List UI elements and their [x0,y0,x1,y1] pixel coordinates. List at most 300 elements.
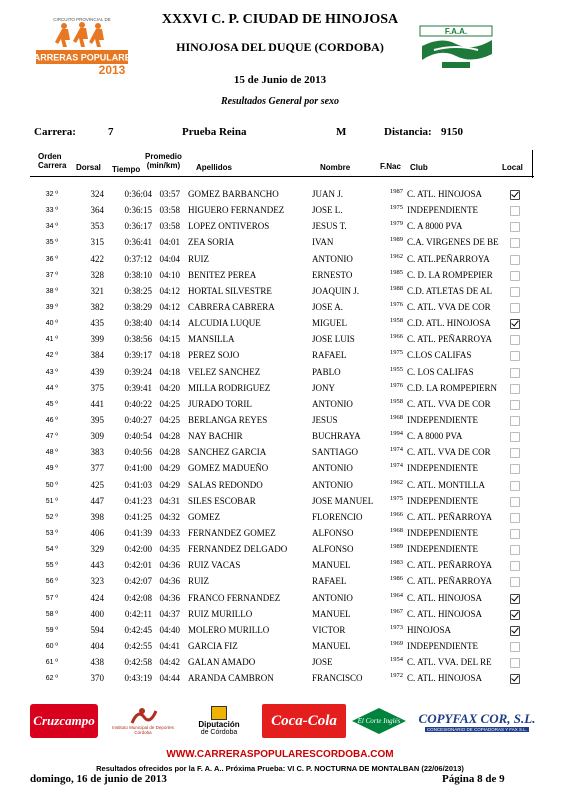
pace-cell: 04:25 [159,414,180,425]
local-checkbox[interactable] [510,332,520,342]
time-cell: 0:36:04 [124,189,152,199]
pace-cell: 04:10 [159,269,180,280]
club-cell: C. A 8000 PVA [407,221,463,232]
unchecked-icon [510,577,520,587]
local-checkbox[interactable] [510,655,520,665]
club-cell: C.D. ATL. HINOJOSA [407,318,491,329]
name-cell: FRANCISCO [312,673,363,684]
surname-cell: RUIZ VACAS [188,560,241,571]
name-cell: JOSE A. [312,301,344,312]
time-cell: 0:40:54 [124,431,152,442]
birth-year-cell: 1954 [390,656,403,664]
club-cell: C. A 8000 PVA [407,431,463,442]
order-cell: 52 º [45,513,58,521]
birth-year-cell: 1966 [390,333,403,341]
surname-cell: ALCUDIA LUQUE [188,318,261,329]
unchecked-icon [510,513,520,523]
dorsal-cell: 315 [90,237,104,248]
unchecked-icon [510,481,520,491]
footer-note: Resultados ofrecidos por la F. A. A.. Próxima Prueba: VI C. P. NOCTURNA DE MONTALBAN (22/06/2013) [96,764,464,773]
order-cell: 50 º [45,481,58,489]
local-checkbox[interactable] [510,397,520,407]
local-checkbox[interactable] [510,574,520,584]
time-cell: 0:36:15 [124,205,152,216]
birth-year-cell: 1989 [390,236,403,244]
name-cell: JOSE L. [312,205,343,216]
surname-cell: GOMEZ MADUEÑO [188,463,269,474]
time-cell: 0:40:22 [124,398,152,409]
local-checkbox[interactable] [510,623,520,633]
table-row [30,590,534,606]
page-number: Página 8 de 9 [442,773,505,785]
surname-cell: GARCIA FIZ [188,640,238,651]
col-orden: Orden [38,152,62,161]
local-checkbox[interactable] [510,591,520,601]
birth-year-cell: 1994 [390,430,403,438]
order-cell: 44 º [45,384,58,392]
birth-year-cell: 1966 [390,510,403,518]
birth-year-cell: 1975 [390,494,403,502]
name-cell: JONY [312,382,336,393]
surname-cell: SILES ESCOBAR [188,495,256,506]
local-checkbox[interactable] [510,445,520,455]
time-cell: 0:41:39 [124,527,152,538]
table-row [30,299,534,315]
local-checkbox[interactable] [510,203,520,213]
table-row [30,234,534,250]
birth-year-cell: 1985 [390,268,403,276]
pace-cell: 04:28 [159,431,180,442]
distancia-label: Distancia: [384,126,432,138]
pace-cell: 03:58 [159,205,180,216]
birth-year-cell: 1989 [390,543,403,551]
col-nombre: Nombre [320,163,351,172]
order-cell: 55 º [45,562,58,570]
order-cell: 35 º [45,239,58,247]
table-row [30,541,534,557]
surname-cell: ZEA SORIA [188,237,235,248]
name-cell: ANTONIO [312,398,353,409]
name-cell: BUCHRAYA [312,431,361,442]
col-promedio-label: Promedio [145,152,182,161]
order-cell: 49 º [45,465,58,473]
table-row [30,331,534,347]
table-row [30,525,534,541]
surname-cell: FERNANDEZ DELGADO [188,544,288,555]
pace-cell: 04:37 [159,608,180,619]
surname-cell: HIGUERO FERNANDEZ [188,205,285,216]
dorsal-cell: 364 [90,205,104,216]
col-fnac: F.Nac [380,162,401,171]
order-cell: 39 º [45,303,58,311]
sexo-value: M [336,126,347,138]
local-checkbox[interactable] [510,413,520,423]
distancia-value: 9150 [441,126,463,138]
time-cell: 0:36:41 [124,237,152,248]
birth-year-cell: 1962 [390,478,403,486]
club-cell: C.D. ATLETAS DE AL [407,285,493,296]
local-checkbox[interactable] [510,348,520,358]
order-cell: 60 º [45,642,58,650]
surname-cell: BENITEZ PEREA [188,269,257,280]
name-cell: ANTONIO [312,463,353,474]
time-cell: 0:40:27 [124,414,152,425]
club-cell: C. ATL. HINOJOSA [407,189,483,199]
unchecked-icon [510,561,520,571]
surname-cell: PEREZ SOJO [188,350,240,361]
surname-cell: MANSILLA [188,334,235,345]
table-row [30,444,534,460]
club-cell: C. ATL. VVA DE COR [407,301,491,312]
pace-cell: 04:35 [159,544,180,555]
col-local: Local [502,163,523,172]
surname-cell: FERNANDEZ GOMEZ [188,527,276,538]
page-subtitle: HINOJOSA DEL DUQUE (CORDOBA) [176,40,384,54]
pace-cell: 03:58 [159,221,180,232]
table-row [30,283,534,299]
order-cell: 62 º [45,675,58,683]
birth-year-cell: 1975 [390,204,403,212]
col-club: Club [410,163,428,172]
local-checkbox[interactable] [510,187,520,197]
unchecked-icon [510,335,520,345]
dorsal-cell: 406 [90,527,104,538]
name-cell: MANUEL [312,640,351,651]
surname-cell: GALAN AMADO [188,657,256,668]
event-date: 15 de Junio de 2013 [233,74,327,86]
unchecked-icon [510,351,520,361]
col-carrera: Carrera [38,161,67,170]
club-cell: C. ATL. HINOJOSA [407,608,483,619]
carrera-value: 7 [108,126,114,138]
name-cell: MIGUEL [312,318,347,329]
table-row [30,654,534,670]
order-cell: 61 º [45,659,58,667]
club-cell: INDEPENDIENTE [407,544,478,555]
birth-year-cell: 1967 [390,607,403,615]
club-cell: C. ATL. PEÑARROYA [407,560,493,571]
birth-year-cell: 1958 [390,317,403,325]
pace-cell: 04:20 [159,382,180,393]
unchecked-icon [510,368,520,378]
col-apellidos: Apellidos [196,163,233,172]
name-cell: VICTOR [312,624,346,635]
time-cell: 0:36:17 [124,221,152,232]
time-cell: 0:42:58 [124,657,152,668]
table-row [30,380,534,396]
club-cell: C. ATL. VVA DE COR [407,447,491,458]
surname-cell: CABRERA CABRERA [188,301,275,312]
unchecked-icon [510,658,520,668]
dorsal-cell: 443 [90,560,104,571]
surname-cell: FRANCO FERNANDEZ [188,592,281,603]
name-cell: ANTONIO [312,592,353,603]
dorsal-cell: 329 [90,544,104,555]
local-checkbox[interactable] [510,607,520,617]
pace-cell: 03:57 [159,189,180,199]
order-cell: 42 º [45,352,58,360]
imd-logo: Instituto Municipal de Deportes Córdoba [108,704,178,738]
pace-cell: 04:01 [159,237,180,248]
unchecked-icon [510,545,520,555]
col-min-km: (min/km) [146,161,181,170]
table-row [30,622,534,638]
table-row [30,573,534,589]
time-cell: 0:42:01 [124,560,152,571]
name-cell: IVAN [312,237,334,248]
club-cell: C. ATL. MONTILLA [407,479,485,490]
time-cell: 0:42:08 [124,592,152,603]
pace-cell: 04:42 [159,657,180,668]
surname-cell: GOMEZ BARBANCHO [188,189,279,199]
surname-cell: MILLA RODRIGUEZ [188,382,271,393]
local-checkbox[interactable] [510,219,520,229]
unchecked-icon [510,271,520,281]
local-checkbox[interactable] [510,510,520,520]
unchecked-icon [510,303,520,313]
order-cell: 51 º [45,497,58,505]
unchecked-icon [510,416,520,426]
table-row [30,218,534,234]
dorsal-cell: 382 [90,301,104,312]
dorsal-cell: 395 [90,414,104,425]
dorsal-cell: 594 [90,624,104,635]
pace-cell: 04:25 [159,398,180,409]
time-cell: 0:41:03 [124,479,152,490]
copyfax-logo: COPYFAX COR, S.L. CONCESIONARIO DE COPIADORAS Y FAX S.L. [418,710,536,732]
checked-icon [510,674,520,684]
surname-cell: HORTAL SILVESTRE [188,285,272,296]
dorsal-cell: 425 [90,479,104,490]
unchecked-icon [510,384,520,394]
table-row [30,509,534,525]
name-cell: JOAQUIN J. [312,285,359,296]
club-cell: C. LOS CALIFAS [407,366,474,377]
checked-icon [510,190,520,200]
time-cell: 0:41:23 [124,495,152,506]
birth-year-cell: 1974 [390,462,403,470]
name-cell: PABLO [312,366,341,377]
time-cell: 0:37:12 [124,253,152,264]
pace-cell: 04:18 [159,350,180,361]
club-cell: C. ATL.PEÑARROYA [407,253,490,264]
order-cell: 46 º [45,416,58,424]
circuit-logo [27,14,137,77]
local-checkbox[interactable] [510,284,520,294]
birth-year-cell: 1976 [390,300,403,308]
birth-year-cell: 1955 [390,365,403,373]
surname-cell: LOPEZ ONTIVEROS [188,221,270,232]
name-cell: MANUEL [312,560,351,571]
print-date: domingo, 16 de junio de 2013 [30,773,167,785]
birth-year-cell: 1964 [390,591,403,599]
table-row [30,251,534,267]
page-title: XXXVI C. P. CIUDAD DE HINOJOSA [161,12,399,27]
pace-cell: 04:36 [159,576,180,587]
time-cell: 0:38:25 [124,285,152,296]
club-cell: INDEPENDIENTE [407,414,478,425]
name-cell: RAFAEL [312,350,347,361]
birth-year-cell: 1969 [390,639,403,647]
unchecked-icon [510,400,520,410]
local-checkbox[interactable] [510,526,520,536]
club-cell: INDEPENDIENTE [407,463,478,474]
club-cell: C.LOS CALIFAS [407,350,472,361]
faa-text: F.A.A. [444,27,468,36]
surname-cell: MOLERO MURILLO [188,624,270,635]
order-cell: 37 º [45,271,58,279]
order-cell: 53 º [45,529,58,537]
pace-cell: 04:18 [159,366,180,377]
dorsal-cell: 438 [90,657,104,668]
name-cell: FLORENCIO [312,511,363,522]
local-checkbox[interactable] [510,268,520,278]
pace-cell: 04:12 [159,301,180,312]
unchecked-icon [510,529,520,539]
time-cell: 0:38:29 [124,301,152,312]
unchecked-icon [510,287,520,297]
logo-line1: CIRCUITO PROVINCIAL DE [53,17,111,22]
surname-cell: NAY BACHIR [188,431,243,442]
local-checkbox[interactable] [510,429,520,439]
unchecked-icon [510,222,520,232]
local-checkbox[interactable] [510,558,520,568]
time-cell: 0:40:56 [124,447,152,458]
unchecked-icon [510,238,520,248]
table-row [30,460,534,476]
website-link[interactable]: WWW.CARRERASPOPULARESCORDOBA.COM [166,749,394,760]
pace-cell: 04:14 [159,318,180,329]
dorsal-cell: 309 [90,431,104,442]
unchecked-icon [510,255,520,265]
order-cell: 57 º [45,594,58,602]
time-cell: 0:42:55 [124,640,152,651]
club-cell: INDEPENDIENTE [407,495,478,506]
order-cell: 59 º [45,626,58,634]
table-row [30,557,534,573]
surname-cell: RUIZ [188,253,209,264]
order-cell: 48 º [45,449,58,457]
surname-cell: RUIZ [188,576,209,587]
club-cell: C. ATL. PEÑARROYA [407,511,493,522]
pace-cell: 04:41 [159,640,180,651]
order-cell: 38 º [45,287,58,295]
birth-year-cell: 1987 [390,188,403,195]
dorsal-cell: 422 [90,253,104,264]
dorsal-cell: 400 [90,608,104,619]
local-checkbox[interactable] [510,478,520,488]
checked-icon [510,610,520,620]
local-checkbox[interactable] [510,365,520,375]
order-cell: 34 º [45,223,58,231]
local-checkbox[interactable] [510,300,520,310]
pace-cell: 04:33 [159,527,180,538]
local-checkbox[interactable] [510,542,520,552]
table-row [30,428,534,444]
table-row [30,396,534,412]
table-row [30,364,534,380]
time-cell: 0:41:25 [124,511,152,522]
name-cell: JESUS T. [312,221,347,232]
unchecked-icon [510,642,520,652]
order-cell: 54 º [45,546,58,554]
pace-cell: 04:28 [159,447,180,458]
local-checkbox[interactable] [510,252,520,262]
table-row [30,606,534,622]
local-checkbox[interactable] [510,639,520,649]
birth-year-cell: 1968 [390,526,403,534]
col-promedio [145,152,182,170]
carrera-label: Carrera: [34,126,76,138]
dorsal-cell: 321 [90,285,104,296]
col-tiempo: Tiempo [112,165,141,174]
dorsal-cell: 353 [90,221,104,232]
club-cell: INDEPENDIENTE [407,527,478,538]
local-checkbox[interactable] [510,381,520,391]
birth-year-cell: 1988 [390,284,403,292]
report-title: Resultados General por sexo [220,96,340,107]
time-cell: 0:42:45 [124,624,152,635]
local-checkbox[interactable] [510,316,520,326]
local-checkbox[interactable] [510,235,520,245]
dorsal-cell: 323 [90,576,104,587]
name-cell: SANTIAGO [312,447,358,458]
local-checkbox[interactable] [510,671,520,681]
local-checkbox[interactable] [510,461,520,471]
diputacion-logo: Diputación de Córdoba [188,704,250,738]
table-row [30,670,534,686]
order-cell: 40 º [45,320,58,328]
pace-cell: 04:31 [159,495,180,506]
time-cell: 0:42:07 [124,576,152,587]
birth-year-cell: 1973 [390,623,403,631]
club-cell: C. ATL. VVA DE COR [407,398,491,409]
dorsal-cell: 375 [90,382,104,393]
name-cell: ANTONIO [312,253,353,264]
birth-year-cell: 1983 [390,559,403,567]
name-cell: JESUS [312,414,338,425]
club-cell: C. ATL. HINOJOSA [407,673,483,684]
time-cell: 0:42:00 [124,544,152,555]
unchecked-icon [510,464,520,474]
club-cell: C. ATL. PEÑARROYA [407,334,493,345]
unchecked-icon [510,206,520,216]
table-row [30,412,534,428]
name-cell: JOSE LUIS [312,334,355,345]
faa-logo [412,24,500,72]
unchecked-icon [510,497,520,507]
table-row [30,267,534,283]
name-cell: RAFAEL [312,576,347,587]
birth-year-cell: 1958 [390,397,403,405]
prueba-name: Prueba Reina [182,126,247,138]
local-checkbox[interactable] [510,494,520,504]
name-cell: JOSE MANUEL [312,495,374,506]
club-cell: C.A. VIRGENES DE BE [407,237,499,248]
birth-year-cell: 1974 [390,446,403,454]
club-cell: C. ATL. VVA. DEL RE [407,657,492,668]
club-cell: C.D. LA ROMPEPIERN [407,382,498,393]
pace-cell: 04:40 [159,624,180,635]
pace-cell: 04:36 [159,560,180,571]
order-cell: 47 º [45,433,58,441]
table-row [30,638,534,654]
order-cell: 56 º [45,578,58,586]
pace-cell: 04:44 [159,673,180,684]
table-row [30,202,534,218]
name-cell: JOSE [312,657,333,668]
time-cell: 0:39:24 [124,366,152,377]
